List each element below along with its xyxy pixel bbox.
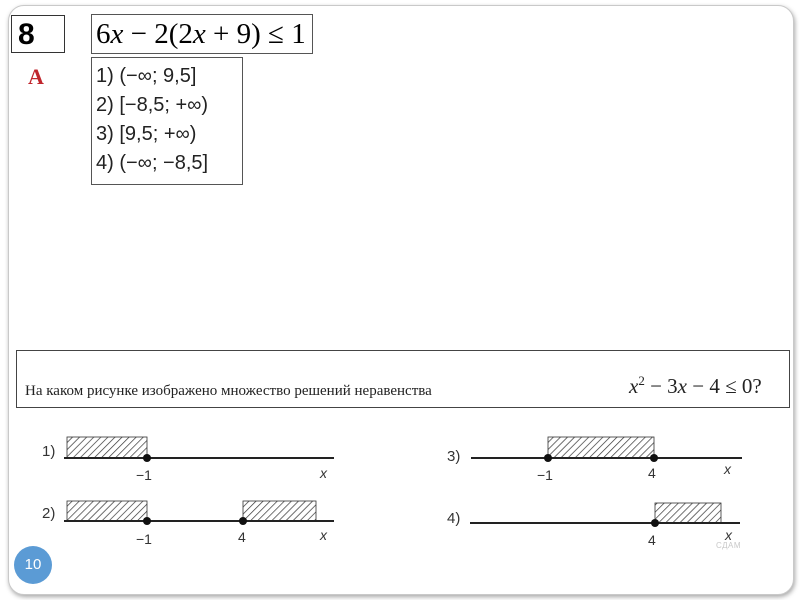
closed-point — [143, 454, 151, 462]
point-label: 4 — [648, 465, 656, 481]
hatched-region-right — [243, 501, 316, 521]
point-label: 4 — [238, 529, 246, 545]
slide-number-badge: 10 — [14, 546, 52, 584]
number-line-3[interactable] — [447, 437, 742, 483]
hatched-region-left — [67, 501, 147, 521]
question-formula: $x^2 - 3x - 4 \le 0$? — [629, 373, 762, 398]
point-label: −1 — [537, 467, 553, 483]
number-line-1[interactable] — [42, 437, 334, 483]
question-text: На каком рисунке изображено множество решений неравенства — [25, 383, 432, 399]
number-line-2[interactable] — [42, 501, 334, 547]
number-line-label: 1) — [42, 443, 56, 460]
closed-point — [239, 517, 247, 525]
answer-option-4[interactable]: 4) (−∞; −8,5] — [96, 152, 209, 174]
closed-point — [143, 517, 151, 525]
closed-point — [650, 454, 658, 462]
closed-point — [544, 454, 552, 462]
watermark: СДАМ — [716, 541, 742, 550]
point-label: −1 — [136, 467, 152, 483]
hatched-region — [67, 437, 147, 458]
axis-label: x — [320, 465, 327, 481]
answer-option-1[interactable]: 1) (−∞; 9,5] — [96, 65, 197, 87]
hatched-region — [655, 503, 721, 523]
task-number: 8 — [11, 15, 65, 53]
closed-point — [651, 519, 659, 527]
answer-option-2[interactable]: 2) [−8,5; +∞) — [96, 94, 209, 116]
axis-label: x — [725, 527, 732, 543]
hatched-region — [548, 437, 654, 458]
axis-label: x — [320, 527, 327, 543]
point-label: −1 — [136, 531, 152, 547]
section-label: А — [28, 64, 44, 89]
number-line-label: 3) — [447, 448, 461, 465]
number-line-label: 2) — [42, 505, 56, 522]
number-line-label: 4) — [447, 510, 461, 527]
point-label: 4 — [648, 532, 656, 548]
answer-option-3[interactable]: 3) [9,5; +∞) — [96, 123, 197, 145]
number-line-4[interactable] — [447, 503, 740, 548]
axis-label: x — [724, 461, 731, 477]
task-inequality: 6x − 2(2x + 9) ≤ 1 — [91, 14, 313, 54]
